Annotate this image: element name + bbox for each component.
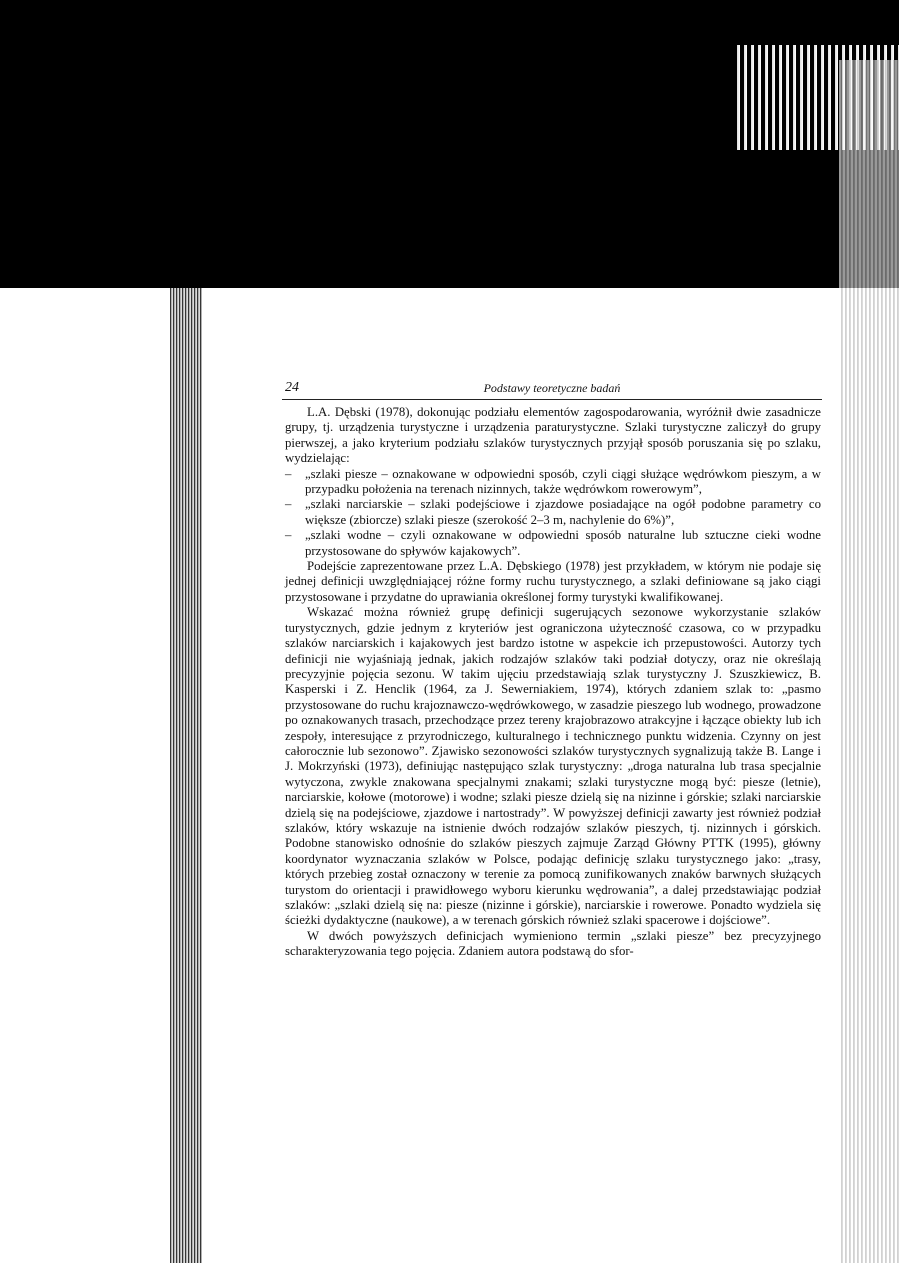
list-item: – „szlaki wodne – czyli oznakowane w odpowiedni sposób naturalne lub sztuczne cieki wodne przystosowane do spływów kajakowych”. — [285, 528, 821, 559]
scan-page-edge — [839, 60, 899, 1263]
scan-book-spine-shadow — [170, 288, 202, 1263]
list-item: – „szlaki piesze – oznakowane w odpowiedni sposób, czyli ciągi służące wędrówkom pieszym, a w przypadku położenia na terenach nizinnych, także wędrówkom rowerowym”, — [285, 467, 821, 498]
list-item: – „szlaki narciarskie – szlaki podejściowe i zjazdowe posiadające na ogół podobne parametry co większe (zbiorcze) szlaki piesze (szerokość 2–3 m, nachylenie do 6%)”, — [285, 497, 821, 528]
page-body — [285, 405, 821, 960]
trail-types-list — [285, 467, 821, 559]
paragraph: Wskazać można również grupę definicji sugerujących sezonowe wykorzystanie szlaków turystycznych, gdzie jednym z kryteriów jest ograniczona użyteczność czasowa, co w przypadku szlaków narciarskich i kajakowych jest bardzo istotne w aspekcie ich przepustowości. Autorzy tych definicji nie wyjaśniają jednak, jakich rodzajów szlaków taki podział dotyczy, oraz nie określają precyzyjnie pojęcia sezonu. W takim ujęciu przedstawiają szlak turystyczny J. Szuszkiewicz, B. Kasperski i Z. Henclik (1964, za J. Sewerniakiem, 1974), których zdaniem szlak to: „pasmo przystosowane do ruchu krajoznawczo-wędrówkowego, w zasadzie pieszego lub wodnego, prowadzone po oznakowanych trasach, przechodzące przez tereny krajobrazowo atrakcyjne i łączące obiekty lub ich zespoły, interesujące z przyrodniczego, kulturalnego i technicznego punktu widzenia. Czynny on jest całorocznie lub sezonowo”. Zjawisko sezonowości szlaków turystycznych sygnalizują także B. Lange i J. Mokrzyński (1973), definiując następująco szlak turystyczny: „droga naturalna lub trasa specjalnie wytyczona, zwykle znakowana specjalnymi znakami; szlaki turystyczne mogą być: piesze (letnie), narciarskie, kołowe (motorowe) i wodne; szlaki piesze dzielą się na nizinne i górskie; szlaki narciarskie dzielą się na podejściowe, zjazdowe i nartostrady”. W powyższej definicji zawarty jest również podział szlaków, który wskazuje na istnienie dwóch rodzajów szlaków pieszych, tj. nizinnych i górskich. Podobne stanowisko odnośnie do szlaków pieszych zajmuje Zarząd Główny PTTK (1995), główny koordynator wyznaczania szlaków w Polsce, podając definicję szlaku turystycznego jako: „trasy, których przebieg został oznaczony w terenie za pomocą zunifikowanych znaków barwnych służących turystom do orientacji i prawidłowego wyboru kierunku wędrowania”, a dalej przedstawiając podział szlaków: „szlaki dzielą się na: piesze (nizinne i górskie), narciarskie i rowerowe. Ponadto wydziela się ścieżki dydaktyczne (naukowe), a w terenach górskich również szlaki spacerowe i dojściowe”. — [285, 605, 821, 928]
running-title: Podstawy teoretyczne badań — [483, 381, 621, 395]
page-number: 24 — [285, 380, 299, 395]
paragraph: Podejście zaprezentowane przez L.A. Dębskiego (1978) jest przykładem, w którym nie podaje się jednej definicji uwzględniającej różne formy ruchu turystycznego, a szlaki definiowane są jako ciągi przystosowane i przydatne do uprawiania określonej formy turystyki kwalifikowanej. — [285, 559, 821, 604]
scan-left-margin — [0, 288, 170, 1263]
paragraph: W dwóch powyższych definicjach wymieniono termin „szlaki piesze” bez precyzyjnego scharakteryzowania tego pojęcia. Zdaniem autora podstawą do sfor- — [285, 928, 821, 959]
page-header — [282, 379, 822, 400]
paragraph: L.A. Dębski (1978), dokonując podziału elementów zagospodarowania, wyróżnił dwie zasadnicze grupy, tj. urządzenia turystyczne i urządzenia paraturystyczne. Szlaki turystyczne zaliczył do grupy pierwszej, a jako kryterium podziału szlaków turystycznych przyjął sposób poruszania się po szlaku, wydzielając: — [285, 405, 821, 466]
